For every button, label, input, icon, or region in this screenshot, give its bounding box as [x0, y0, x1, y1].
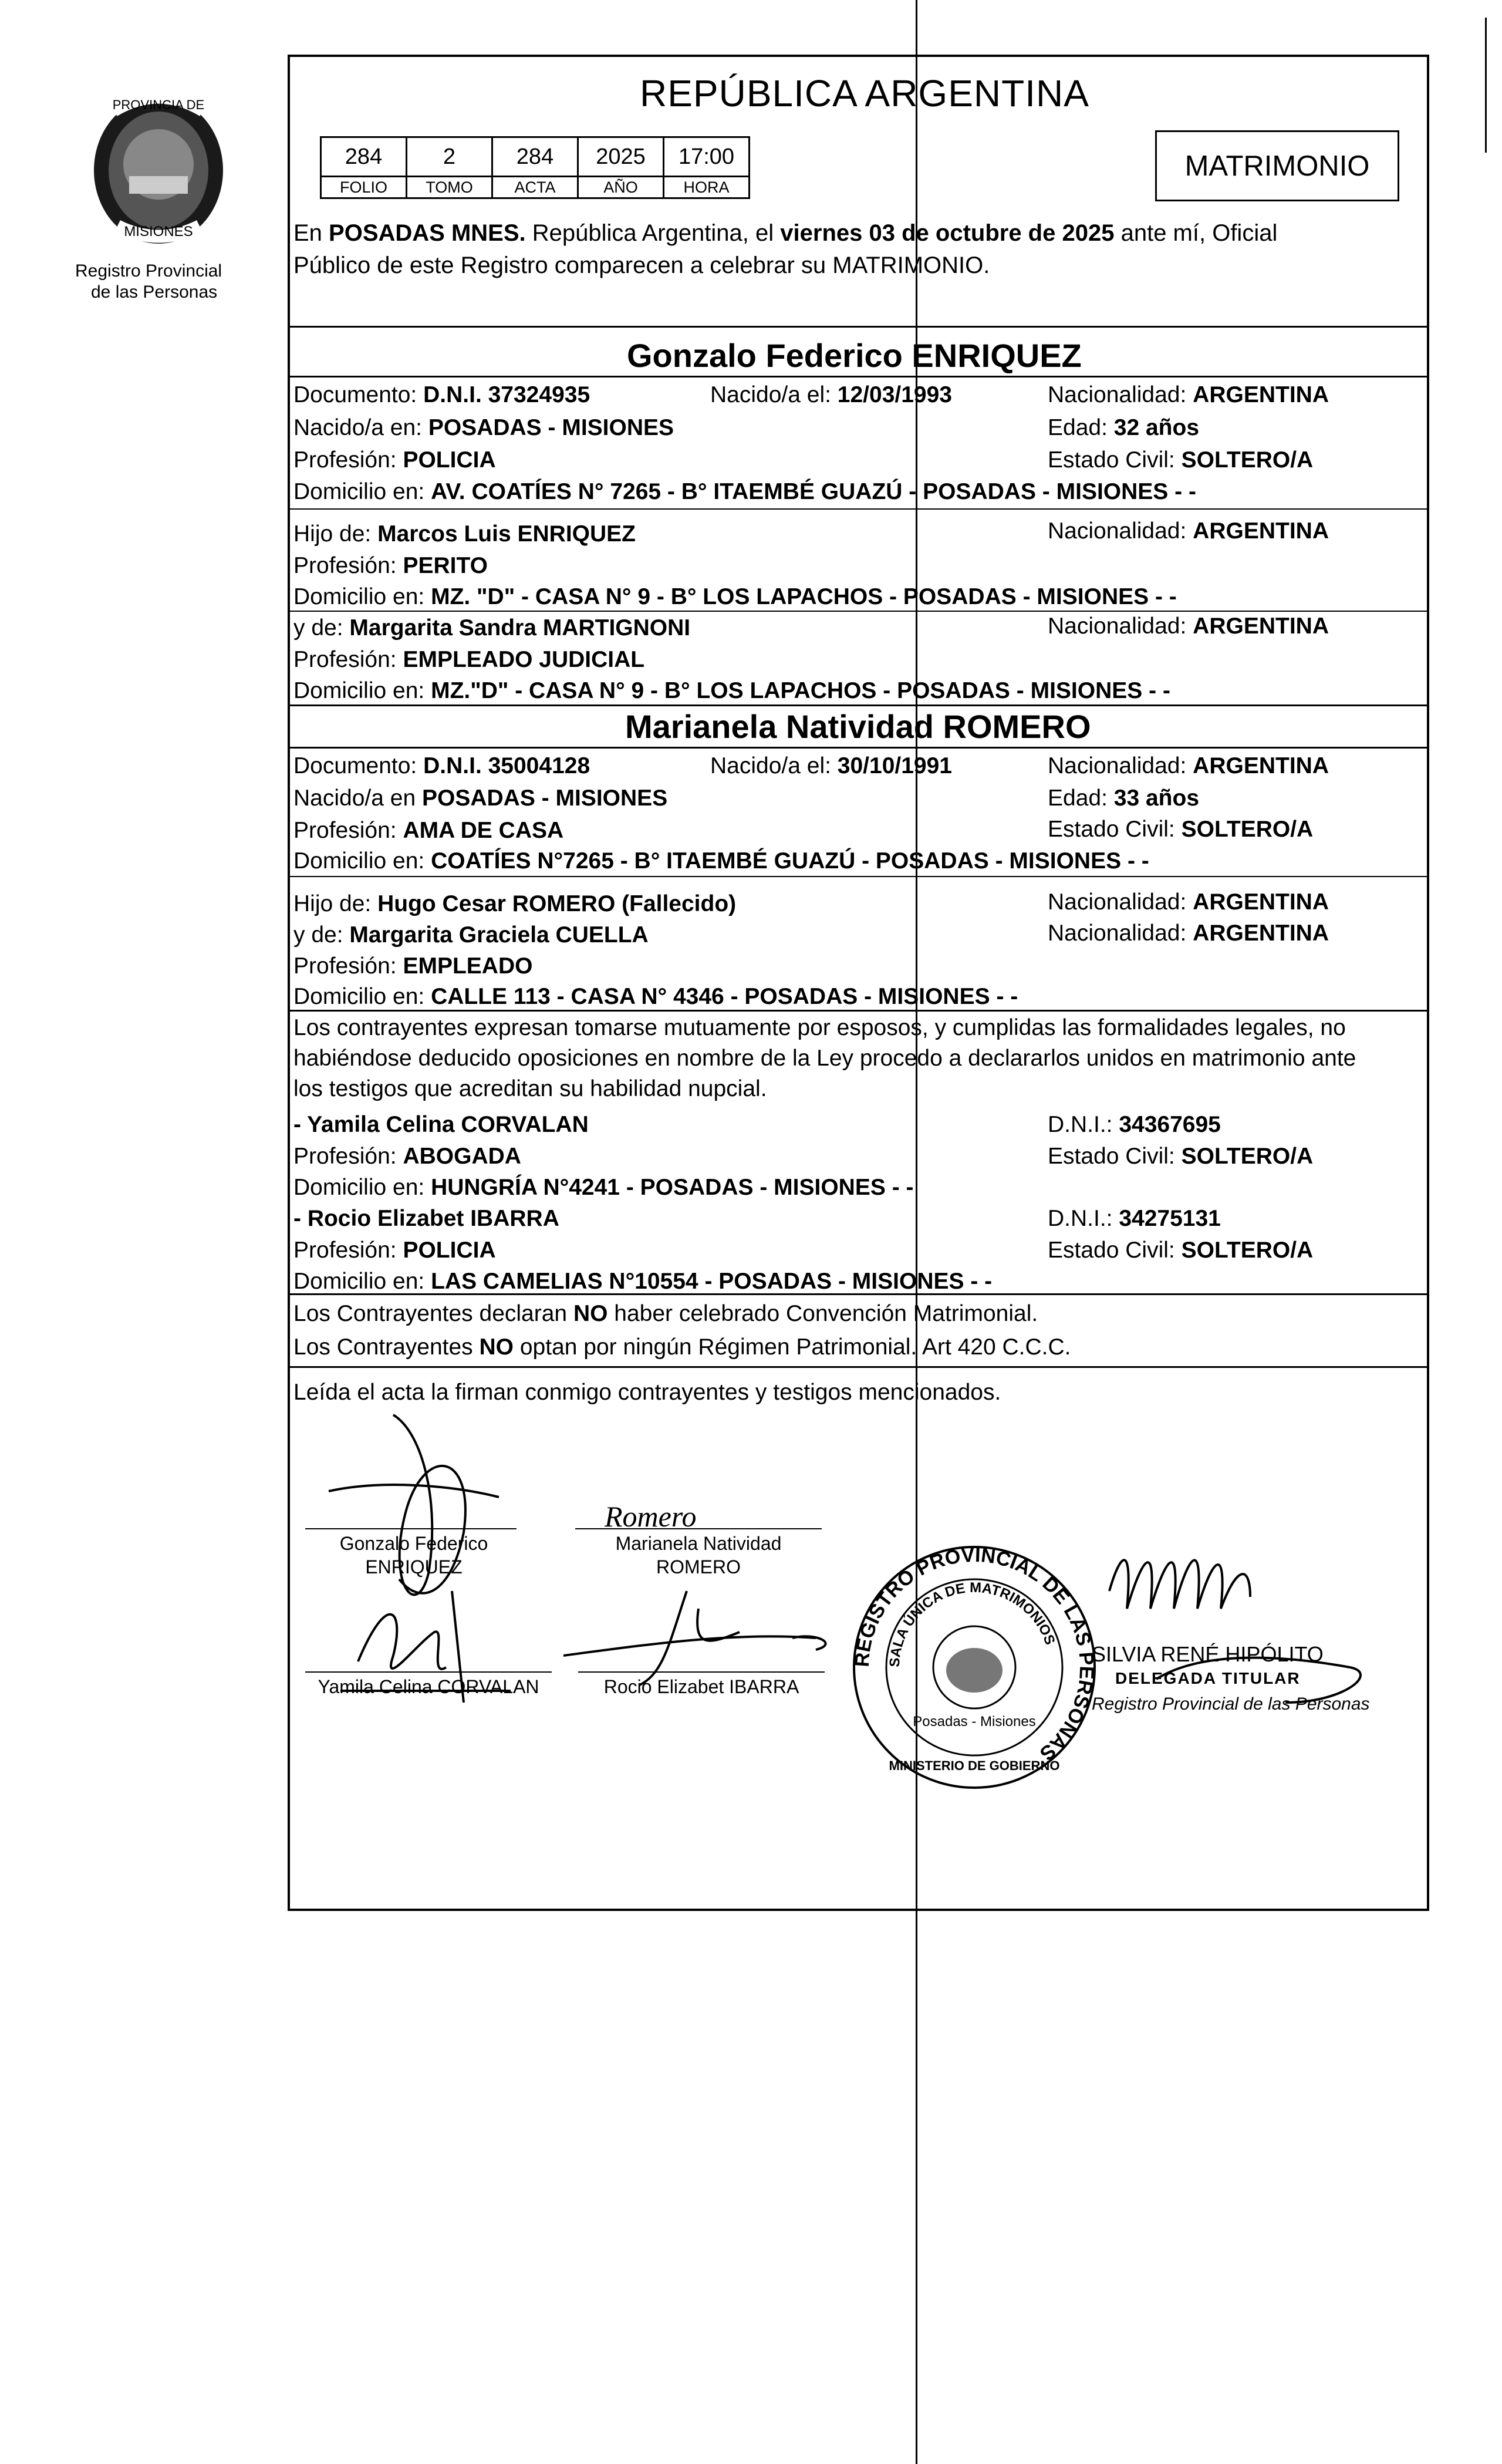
intro-line-2: Público de este Registro comparecen a celebrar su MATRIMONIO.	[293, 252, 990, 278]
folio-value: 284	[321, 137, 407, 177]
groom-father-address: Domicilio en: MZ. "D" - CASA N° 9 - B° LOS LAPACHOS - POSADAS - MISIONES - -	[293, 584, 1177, 609]
intro-line-1: En POSADAS MNES. República Argentina, el viernes 03 de octubre de 2025 ante mí, Oficial	[293, 220, 1278, 246]
folio-label: FOLIO	[321, 177, 407, 198]
acta-label: ACTA	[492, 177, 578, 198]
divider	[288, 326, 1429, 328]
logo-caption-1: Registro Provincial	[75, 261, 222, 281]
logo-arc-text: PROVINCIA DE	[112, 97, 205, 112]
official-title: DELEGADA TITULAR	[1115, 1669, 1301, 1687]
province-logo	[79, 88, 238, 258]
groom-signature-name: Gonzalo Federico ENRIQUEZ	[339, 1533, 488, 1578]
closing-statement: Leída el acta la firman conmigo contrayentes y testigos mencionados.	[293, 1380, 1001, 1405]
bride-mother-nationality: Nacionalidad: ARGENTINA	[1048, 921, 1329, 946]
divider	[288, 376, 1429, 377]
logo-caption-2: de las Personas	[91, 282, 218, 302]
svg-text:REGISTRO PROVINCIAL DE LAS PER: REGISTRO PROVINCIAL DE LAS PERSONAS	[850, 1543, 1098, 1765]
bride-signature-line	[575, 1528, 822, 1529]
bride-mother-address: Domicilio en: CALLE 113 - CASA N° 4346 - POSADAS - MISIONES - -	[293, 984, 1018, 1009]
ano-label: AÑO	[578, 177, 664, 198]
witness-2-civil-status: Estado Civil: SOLTERO/A	[1048, 1238, 1314, 1263]
groom-father-nationality: Nacionalidad: ARGENTINA	[1048, 518, 1329, 544]
witness-1-dni: D.N.I.: 34367695	[1048, 1112, 1221, 1137]
bride-nationality: Nacionalidad: ARGENTINA	[1048, 753, 1329, 778]
bride-civil-status: Estado Civil: SOLTERO/A	[1048, 817, 1314, 842]
bride-birthdate: Nacido/a el: 30/10/1991	[710, 753, 952, 778]
groom-mother-address: Domicilio en: MZ."D" - CASA N° 9 - B° LOS LAPACHOS - POSADAS - MISIONES - -	[293, 678, 1170, 703]
bride-birthplace: Nacido/a en POSADAS - MISIONES	[293, 786, 668, 811]
official-name: SILVIA RENÉ HIPÓLITO	[1092, 1642, 1324, 1666]
official-org: Registro Provincial de las Personas	[1092, 1694, 1370, 1714]
groom-birthdate: Nacido/a el: 12/03/1993	[710, 382, 952, 407]
witness1-signature-name: Yamila Celina CORVALAN	[318, 1676, 539, 1697]
tomo-label: TOMO	[407, 177, 492, 198]
witness-1-address: Domicilio en: HUNGRÍA N°4241 - POSADAS - MISIONES - -	[293, 1175, 914, 1200]
declaration-line-2: habiéndose deducido oposiciones en nombre de la Ley procedo a declararlos unidos en matrimonio ante	[293, 1046, 1356, 1071]
witness1-signature-line	[305, 1671, 552, 1673]
witness2-signature-name: Rocio Elizabet IBARRA	[603, 1676, 799, 1697]
convention-line-2: Los Contrayentes NO optan por ningún Régimen Patrimonial. Art 420 C.C.C.	[293, 1334, 1071, 1360]
ano-value: 2025	[578, 137, 664, 177]
groom-profession: Profesión: POLICIA	[293, 447, 496, 473]
bride-document: Documento: D.N.I. 35004128	[293, 753, 590, 778]
bride-signature-name: Marianela Natividad ROMERO	[615, 1533, 782, 1578]
divider	[288, 1366, 1429, 1368]
acta-value: 284	[492, 137, 578, 177]
groom-mother-profession: Profesión: EMPLEADO JUDICIAL	[293, 647, 645, 672]
convention-line-1: Los Contrayentes declaran NO haber celebrado Convención Matrimonial.	[293, 1301, 1038, 1326]
divider	[288, 1010, 1429, 1012]
scan-edge	[1485, 18, 1487, 153]
witness-1-profession: Profesión: ABOGADA	[293, 1144, 521, 1169]
groom-mother: y de: Margarita Sandra MARTIGNONI	[293, 615, 691, 641]
bride-mother: y de: Margarita Graciela CUELLA	[293, 922, 649, 948]
groom-civil-status: Estado Civil: SOLTERO/A	[1048, 447, 1314, 473]
svg-text:MINISTERIO DE GOBIERNO: MINISTERIO DE GOBIERNO	[889, 1758, 1060, 1773]
groom-signature-line	[305, 1528, 517, 1529]
divider	[288, 508, 1429, 510]
registry-seal-icon	[845, 1538, 1103, 1796]
divider	[288, 876, 1429, 877]
witness2-signature-icon	[563, 1591, 826, 1685]
witness2-signature-line	[578, 1671, 825, 1673]
bride-father-nationality: Nacionalidad: ARGENTINA	[1048, 889, 1329, 915]
witness-2-dni: D.N.I.: 34275131	[1048, 1206, 1221, 1231]
groom-document: Documento: D.N.I. 37324935	[293, 382, 590, 407]
groom-name: Gonzalo Federico ENRIQUEZ	[627, 337, 1082, 374]
groom-address: Domicilio en: AV. COATÍES N° 7265 - B° ITAEMBÉ GUAZÚ - POSADAS - MISIONES - -	[293, 479, 1196, 504]
groom-father-profession: Profesión: PERITO	[293, 553, 488, 578]
witness-2-name: - Rocio Elizabet IBARRA	[293, 1206, 559, 1231]
divider	[288, 747, 1429, 749]
witness-2-address: Domicilio en: LAS CAMELIAS N°10554 - POSADAS - MISIONES - -	[293, 1269, 993, 1294]
bride-name: Marianela Natividad ROMERO	[625, 708, 1091, 745]
groom-nationality: Nacionalidad: ARGENTINA	[1048, 382, 1329, 407]
groom-birthplace: Nacido/a en: POSADAS - MISIONES	[293, 415, 674, 440]
bride-mother-profession: Profesión: EMPLEADO	[293, 953, 533, 979]
declaration-line-3: los testigos que acreditan su habilidad nupcial.	[293, 1076, 767, 1101]
hora-label: HORA	[664, 177, 750, 198]
declaration-line-1: Los contrayentes expresan tomarse mutuamente por esposos, y cumplidas las formalidades legales, no	[293, 1015, 1346, 1040]
bride-address: Domicilio en: COATÍES N°7265 - B° ITAEMBÉ GUAZÚ - POSADAS - MISIONES - -	[293, 848, 1149, 874]
registry-table	[320, 136, 750, 199]
tomo-value: 2	[407, 137, 492, 177]
svg-text:SALA ÚNICA DE MATRIMONIOS: SALA ÚNICA DE MATRIMONIOS	[886, 1579, 1058, 1668]
page-title: REPÚBLICA ARGENTINA	[640, 72, 1089, 114]
misiones-shield-icon	[79, 88, 238, 258]
bride-profession: Profesión: AMA DE CASA	[293, 818, 564, 843]
groom-father: Hijo de: Marcos Luis ENRIQUEZ	[293, 521, 636, 547]
witness-1-name: - Yamila Celina CORVALAN	[293, 1112, 589, 1137]
logo-bottom-text: MISIONES	[124, 224, 193, 240]
groom-mother-nationality: Nacionalidad: ARGENTINA	[1048, 614, 1329, 639]
divider	[288, 705, 1429, 706]
bride-age: Edad: 33 años	[1048, 786, 1200, 811]
witness-1-civil-status: Estado Civil: SOLTERO/A	[1048, 1144, 1314, 1169]
groom-age: Edad: 32 años	[1048, 415, 1200, 440]
act-type-box: MATRIMONIO	[1155, 130, 1399, 201]
hora-value: 17:00	[664, 137, 750, 177]
bride-signature-script: Romero	[605, 1500, 697, 1533]
divider	[288, 611, 1429, 612]
witness-2-profession: Profesión: POLICIA	[293, 1238, 496, 1263]
svg-text:Posadas - Misiones: Posadas - Misiones	[913, 1714, 1036, 1730]
bride-father: Hijo de: Hugo Cesar ROMERO (Fallecido)	[293, 891, 737, 916]
divider	[288, 1293, 1429, 1295]
